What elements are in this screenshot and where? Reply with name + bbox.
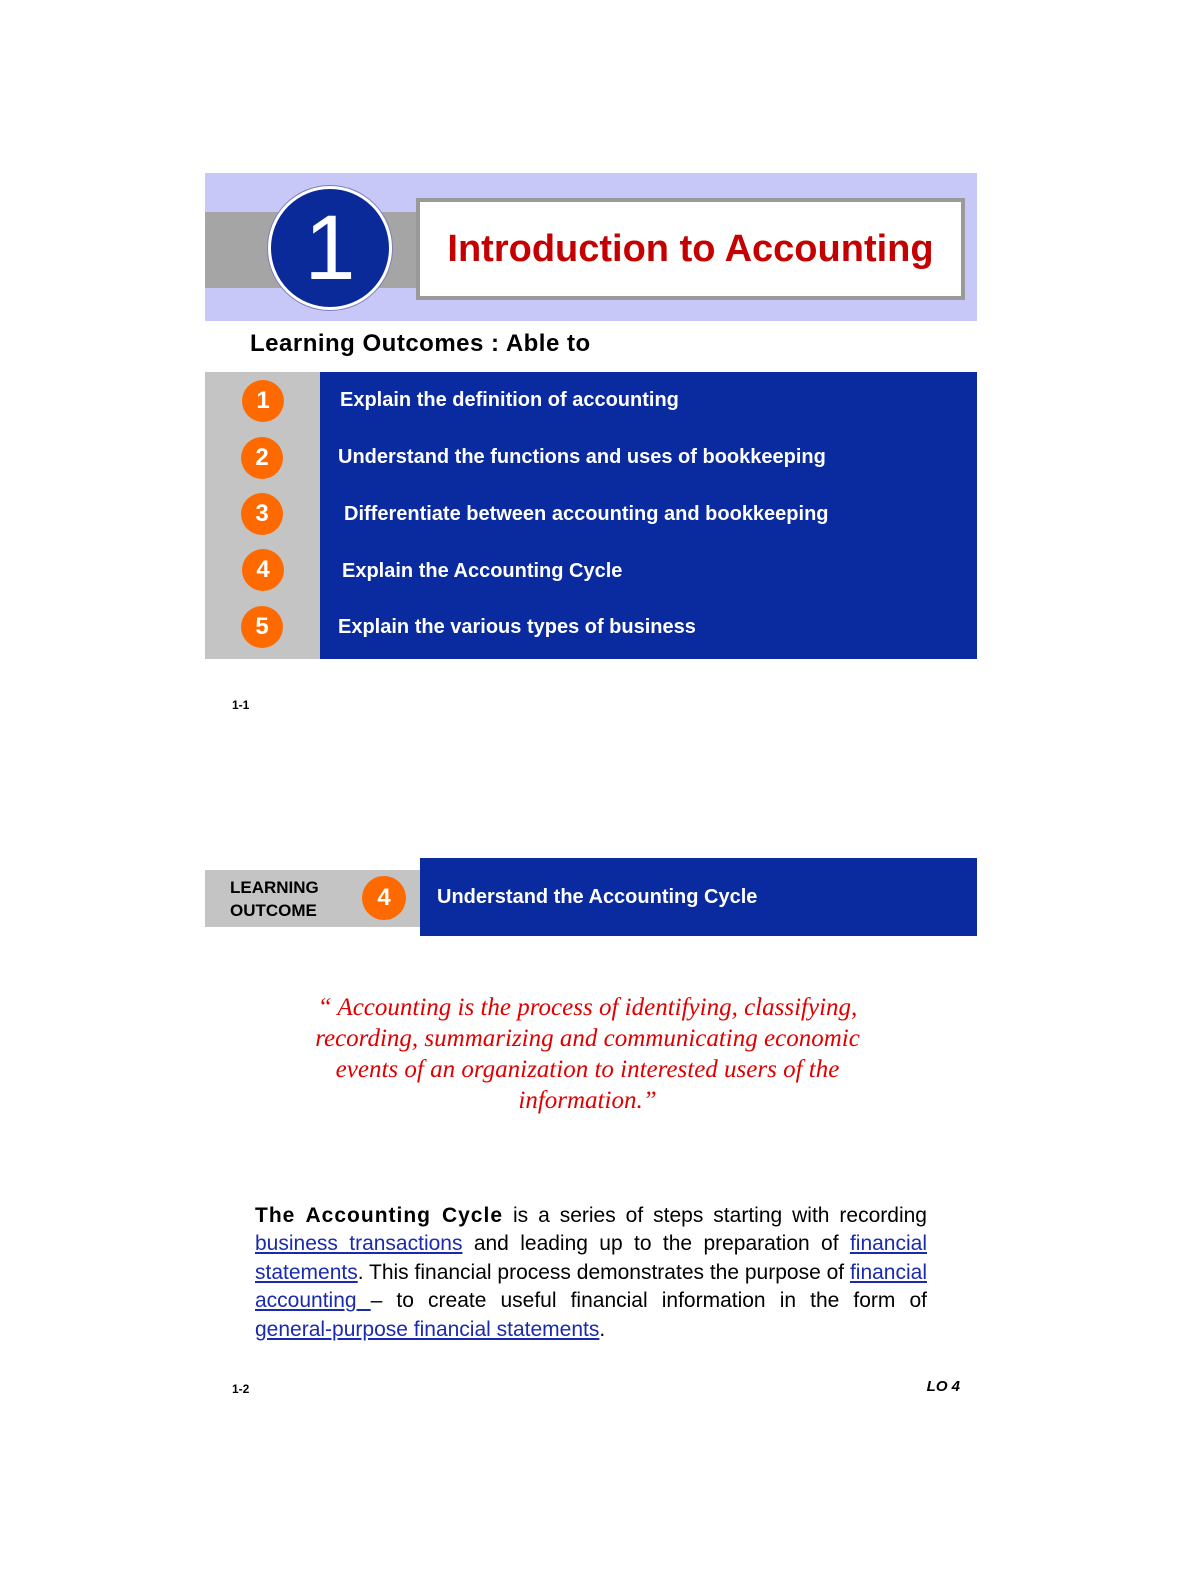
- outcome-badge-5: 5: [241, 606, 283, 648]
- paragraph-text: and leading up to the preparation of: [462, 1232, 850, 1256]
- paragraph-text: .: [599, 1317, 606, 1341]
- outcome-text-2: Understand the functions and uses of bookkeeping: [338, 446, 826, 468]
- chapter-title-box: [416, 198, 965, 300]
- paragraph-text: . This financial process demonstrates the purpose of: [357, 1260, 850, 1284]
- learning-outcome-label-line2: OUTCOME: [230, 901, 317, 920]
- learning-outcome-label-line1: LEARNING: [230, 878, 319, 897]
- learning-outcomes-heading: Learning Outcomes : Able to: [250, 330, 591, 357]
- link-business-transactions[interactable]: business transactions: [255, 1232, 463, 1256]
- learning-outcome-title: Understand the Accounting Cycle: [437, 886, 758, 908]
- outcome-text-3: Differentiate between accounting and bookkeeping: [344, 503, 829, 525]
- link-financial-statements[interactable]: financial statements: [255, 1232, 927, 1284]
- accounting-cycle-paragraph: [255, 1202, 927, 1344]
- outcome-badge-2: 2: [241, 437, 283, 479]
- accounting-cycle-term: The Accounting Cycle: [255, 1204, 503, 1227]
- learning-outcome-badge: 4: [362, 876, 406, 920]
- outcome-text-1: Explain the definition of accounting: [340, 389, 679, 411]
- slide1-page-number: 1-1: [232, 698, 250, 712]
- lo-tag: LO 4: [926, 1378, 960, 1395]
- link-general-purpose-financial-statements[interactable]: general-purpose financial statements: [255, 1317, 600, 1341]
- outcome-text-5: Explain the various types of business: [338, 616, 696, 638]
- outcome-badge-3: 3: [241, 493, 283, 535]
- chapter-number-circle: 1: [268, 186, 392, 310]
- accounting-definition-quote: “ Accounting is the process of identifying, classifying, recording, summarizing and communicating economic events of an organization to interested users of the information.”: [315, 994, 860, 1114]
- link-financial-accounting[interactable]: financial accounting: [255, 1260, 927, 1313]
- outcome-badge-4: 4: [242, 549, 284, 591]
- outcome-text-4: Explain the Accounting Cycle: [342, 560, 623, 582]
- outcome-badge-1: 1: [242, 380, 284, 422]
- chapter-title: Introduction to Accounting: [447, 227, 934, 270]
- learning-outcome-label: [230, 876, 319, 922]
- slide2-page-number: 1-2: [232, 1382, 250, 1396]
- paragraph-text: is a series of steps starting with recording: [503, 1204, 927, 1227]
- paragraph-text: – to create useful financial information in the form of: [370, 1289, 927, 1313]
